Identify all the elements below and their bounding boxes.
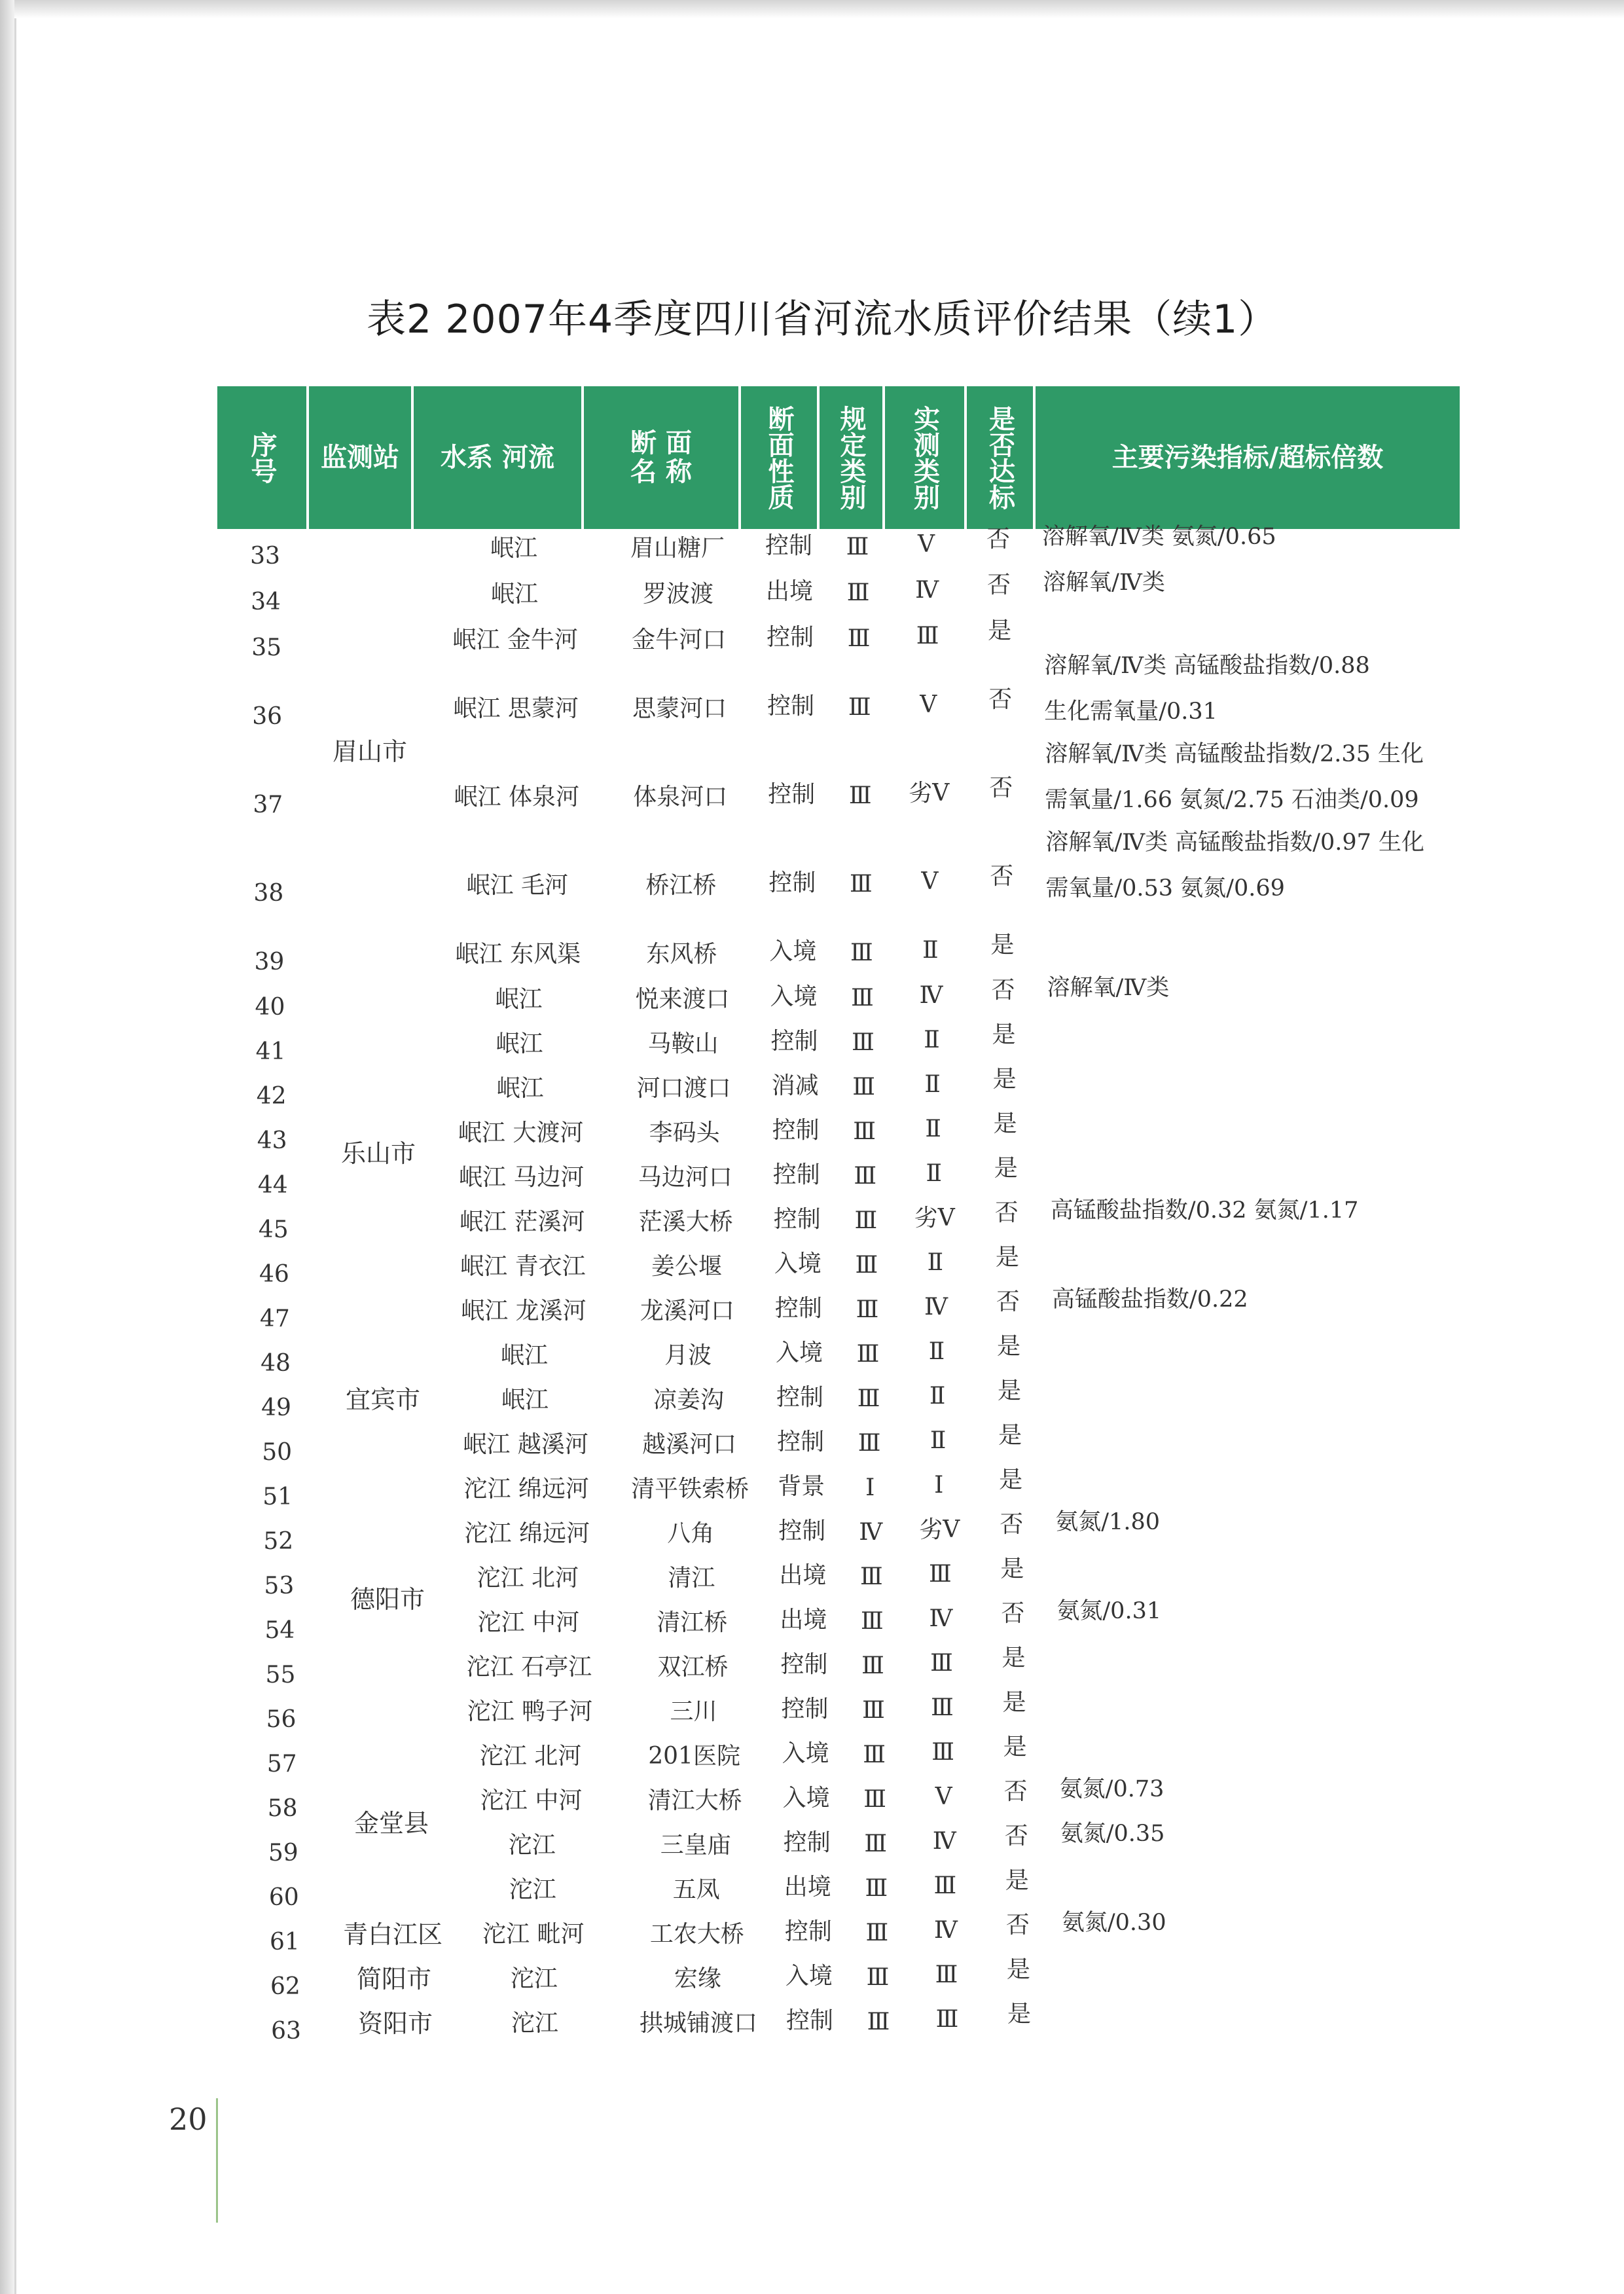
row-compliant: 是 [1005,1867,1029,1894]
row-specified-class: Ⅲ [864,1830,888,1857]
row-section-nature: 控制 [768,869,816,896]
row-section-nature: 控制 [776,1384,824,1411]
row-compliant: 是 [993,1110,1017,1137]
row-seq: 39 [254,949,285,975]
page-number: 20 [169,2102,208,2137]
row-section-nature: 控制 [772,1161,820,1188]
row-pollutant-line: 溶解氧/Ⅳ类 高锰酸盐指数/0.88 [1044,653,1370,679]
row-river: 沱江 [511,2010,559,2037]
row-section-nature: 控制 [781,1696,829,1722]
row-compliant: 是 [988,617,1012,644]
row-specified-class: Ⅲ [859,1563,883,1590]
row-specified-class: Ⅲ [861,1652,884,1679]
row-section-name: 茫溪大桥 [638,1209,733,1235]
row-river: 岷江 [495,986,543,1013]
row-seq: 38 [253,880,284,907]
row-section-name: 凉姜沟 [653,1387,725,1413]
row-specified-class: Ⅲ [865,1920,889,1946]
row-seq: 62 [270,1973,300,2000]
row-river: 沱江 北河 [477,1565,579,1592]
row-measured-class: Ⅱ [924,1071,941,1098]
row-river: 岷江 青衣江 [460,1253,586,1280]
row-section-name: 三皇庙 [660,1832,731,1859]
row-measured-class: Ⅳ [915,577,939,604]
station-name: 宜宾市 [345,1385,421,1414]
row-river: 沱江 绵远河 [464,1520,590,1547]
header-river: 水系 河流 [414,386,584,529]
row-seq: 34 [251,589,281,615]
row-seq: 55 [265,1662,296,1688]
row-measured-class: Ⅳ [924,1294,948,1320]
row-pollutant-line: 高锰酸盐指数/0.32 氨氮/1.17 [1050,1197,1359,1224]
station-name: 青白江区 [342,1920,443,1949]
row-pollutant-line: 高锰酸盐指数/0.22 [1051,1286,1248,1313]
row-pollutant-line: 氨氮/0.35 [1060,1821,1165,1847]
row-river: 岷江 金牛河 [452,627,578,653]
row-section-nature: 控制 [783,1829,831,1856]
row-measured-class: Ⅴ [918,531,935,558]
row-section-nature: 控制 [770,1028,818,1055]
row-pollutant-line: 氨氮/0.31 [1056,1598,1162,1624]
row-seq: 59 [268,1840,298,1866]
row-section-nature: 控制 [768,781,816,808]
row-compliant: 是 [996,1333,1021,1360]
header-seq: 序号 [217,386,309,529]
row-section-name: 马鞍山 [647,1030,719,1057]
row-section-name: 龙溪河口 [640,1298,734,1324]
row-section-nature: 控制 [773,1206,821,1233]
row-seq: 52 [263,1528,294,1555]
row-river: 岷江 [500,1342,549,1369]
row-pollutant-line: 需氧量/0.53 氨氮/0.69 [1045,875,1285,901]
row-measured-class: Ⅱ [927,1249,944,1276]
row-specified-class: Ⅲ [856,1296,879,1323]
row-measured-class: Ⅲ [935,2006,959,2033]
row-seq: 60 [268,1884,299,1911]
row-seq: 54 [264,1617,295,1644]
row-specified-class: Ⅲ [848,694,871,721]
row-specified-class: Ⅲ [866,1964,890,1991]
row-measured-class: 劣Ⅴ [914,1205,955,1231]
row-pollutant-line: 需氧量/1.66 氨氮/2.75 石油类/0.09 [1045,787,1419,813]
row-seq: 36 [252,703,283,730]
row-specified-class: Ⅲ [865,1875,888,1902]
row-section-name: 清江 [668,1565,715,1592]
row-seq: 63 [271,2018,301,2045]
row-compliant: 是 [999,1466,1023,1493]
row-section-nature: 背景 [778,1473,825,1500]
header-pollutants: 主要污染指标/超标倍数 [1111,442,1384,473]
row-measured-class: Ⅱ [929,1427,947,1454]
row-compliant: 是 [1007,2001,1032,2028]
row-section-name: 李码头 [649,1120,720,1146]
header-station: 监测站 [309,386,414,529]
table-title: 表2 2007年4季度四川省河流水质评价结果（续1） [367,297,1278,342]
row-river: 岷江 [491,581,539,608]
row-river: 岷江 [501,1387,549,1413]
row-compliant: 是 [1003,1734,1027,1760]
row-river: 岷江 马边河 [458,1164,585,1191]
row-measured-class: Ⅲ [928,1561,952,1588]
row-river: 沱江 北河 [479,1743,582,1770]
header-section-name: 断 面 名 称 [584,386,741,529]
row-compliant: 否 [994,1199,1019,1226]
row-specified-class: Ⅲ [854,1207,878,1234]
row-compliant: 是 [1002,1689,1026,1716]
row-seq: 50 [262,1439,293,1466]
row-compliant: 否 [1004,1823,1028,1849]
row-specified-class: Ⅲ [852,1074,875,1101]
row-section-name: 201医院 [648,1743,740,1770]
row-specified-class: Ⅲ [856,1341,880,1368]
page-edge-line [14,0,16,2294]
station-name: 简阳市 [356,1965,432,1994]
station-name: 资阳市 [357,2009,433,2038]
row-compliant: 是 [1006,1956,1030,1983]
row-seq: 37 [253,792,283,818]
row-measured-class: Ⅲ [933,1872,957,1899]
row-seq: 57 [266,1751,297,1777]
row-river: 沱江 绵远河 [463,1476,589,1502]
footer-rule [216,2098,218,2223]
row-seq: 42 [256,1083,287,1110]
row-compliant: 是 [998,1422,1022,1449]
row-measured-class: Ⅱ [924,1027,940,1053]
row-specified-class: Ⅲ [847,625,871,652]
page-edge-shadow [0,0,14,2294]
row-river: 岷江 大渡河 [458,1120,584,1146]
row-seq: 46 [259,1261,289,1288]
row-section-name: 工农大桥 [649,1921,744,1948]
row-section-nature: 控制 [785,2007,834,2034]
row-section-nature: 入境 [769,938,817,965]
row-specified-class: Ⅲ [867,2009,890,2035]
row-river: 沱江 [509,1876,556,1903]
row-specified-class: Ⅲ [857,1430,881,1457]
station-name: 乐山市 [340,1139,416,1168]
header-measured-class: 实测类别 [885,386,967,529]
row-river: 沱江 [510,1965,558,1992]
row-section-nature: 入境 [775,1339,823,1366]
row-specified-class: Ⅲ [850,939,873,966]
row-compliant: 否 [990,863,1014,890]
row-section-name: 拱城铺渡口 [639,2010,758,2037]
row-section-name: 清平铁索桥 [631,1476,749,1502]
row-pollutant-line: 溶解氧/Ⅳ类 [1043,570,1165,596]
row-compliant: 是 [1000,1556,1024,1582]
row-measured-class: Ⅲ [916,623,939,649]
row-compliant: 否 [996,1288,1020,1315]
row-seq: 41 [255,1038,286,1065]
row-pollutant-line: 溶解氧/Ⅳ类 [1047,975,1170,1001]
row-river: 沱江 鸭子河 [467,1698,593,1725]
row-pollutant-line: 生化需氧量/0.31 [1044,699,1218,725]
row-seq: 51 [262,1484,293,1510]
row-measured-class: Ⅱ [929,1383,946,1410]
row-section-nature: 控制 [767,693,815,719]
row-compliant: 否 [1001,1600,1025,1627]
row-specified-class: Ⅲ [862,1697,885,1724]
row-measured-class: Ⅳ [919,982,943,1009]
row-measured-class: Ⅲ [931,1694,954,1721]
row-measured-class: Ⅱ [922,937,939,964]
row-specified-class: Ⅳ [859,1519,883,1546]
row-section-nature: 出境 [780,1607,827,1633]
row-section-nature: 控制 [765,532,813,559]
row-section-nature: 控制 [777,1429,825,1455]
row-river: 岷江 [496,1075,544,1102]
row-section-nature: 控制 [784,1918,832,1945]
row-pollutant-line: 氨氮/1.80 [1055,1509,1160,1535]
row-compliant: 否 [991,977,1015,1004]
row-compliant: 否 [988,686,1013,713]
row-specified-class: Ⅲ [857,1385,880,1412]
row-specified-class: Ⅲ [861,1608,884,1635]
row-seq: 33 [250,543,280,570]
row-section-name: 清江大桥 [647,1787,742,1814]
station-name: 德阳市 [350,1585,425,1614]
row-section-nature: 消减 [771,1072,819,1099]
row-measured-class: Ⅱ [925,1116,941,1142]
row-compliant: 是 [995,1244,1019,1271]
table-header [217,386,1460,529]
row-river: 沱江 中河 [477,1609,580,1636]
row-river: 岷江 越溪河 [463,1431,588,1458]
row-seq: 49 [261,1394,291,1421]
row-specified-class: Ⅲ [853,1118,876,1145]
row-compliant: 否 [1000,1511,1024,1538]
row-compliant: 是 [998,1377,1022,1404]
row-seq: 35 [251,634,282,661]
row-river: 沱江 毗河 [482,1921,585,1948]
row-river: 岷江 [490,535,538,562]
row-measured-class: 劣Ⅴ [909,780,950,807]
row-pollutant-line: 氨氮/0.30 [1061,1910,1166,1936]
row-section-name: 清江桥 [657,1609,728,1636]
row-section-nature: 入境 [782,1785,830,1812]
row-section-name: 桥江桥 [645,872,717,899]
row-compliant: 否 [1003,1778,1028,1805]
row-river: 沱江 石亭江 [466,1654,592,1681]
row-section-name: 马边河口 [638,1164,732,1191]
row-measured-class: Ⅳ [933,1917,958,1944]
row-section-nature: 入境 [785,1963,833,1990]
row-specified-class: Ⅲ [852,1029,875,1056]
row-river: 岷江 [496,1030,543,1057]
row-specified-class: Ⅲ [863,1786,887,1813]
row-specified-class: Ⅲ [851,985,874,1011]
row-specified-class: Ⅲ [855,1252,878,1279]
row-river: 沱江 [508,1832,556,1859]
row-compliant: 是 [990,932,1015,958]
row-seq: 47 [260,1305,290,1332]
row-specified-class: Ⅲ [848,782,872,809]
row-river: 岷江 茫溪河 [460,1209,585,1235]
row-compliant: 否 [987,572,1011,598]
row-section-name: 悦来渡口 [635,986,730,1013]
row-section-name: 月波 [664,1342,712,1369]
station-name: 金堂县 [353,1809,429,1838]
row-measured-class: Ⅲ [931,1739,954,1766]
row-river: 岷江 毛河 [466,872,569,899]
row-compliant: 否 [989,774,1013,801]
row-section-nature: 入境 [782,1740,829,1767]
row-river: 岷江 龙溪河 [461,1298,586,1324]
row-river: 沱江 中河 [480,1787,583,1814]
row-specified-class: Ⅲ [854,1163,877,1190]
row-section-name: 三川 [670,1698,717,1725]
row-compliant: 是 [992,1066,1017,1093]
row-compliant: 是 [992,1021,1016,1048]
row-seq: 48 [261,1350,291,1377]
row-measured-class: Ⅰ [934,1472,944,1499]
row-seq: 61 [269,1929,300,1956]
row-seq: 56 [266,1706,297,1733]
row-compliant: 否 [1005,1912,1030,1939]
row-seq: 58 [267,1795,298,1822]
row-section-nature: 控制 [780,1651,828,1678]
header-specified-class: 规定类别 [820,386,885,529]
row-measured-class: Ⅲ [930,1650,953,1677]
row-section-name: 东风桥 [646,941,717,968]
row-section-name: 八角 [667,1520,715,1547]
row-measured-class: Ⅳ [929,1605,953,1632]
row-section-nature: 出境 [766,578,814,605]
row-specified-class: Ⅰ [865,1474,875,1501]
row-section-nature: 入境 [770,983,818,1010]
row-section-name: 姜公堰 [651,1253,722,1280]
row-seq: 53 [264,1573,295,1599]
row-measured-class: 劣Ⅴ [919,1516,960,1543]
row-compliant: 否 [986,526,1011,553]
header-section-nature: 断面性质 [741,386,820,529]
row-river: 岷江 体泉河 [454,784,579,810]
page-top-shadow [14,0,1624,18]
row-measured-class: Ⅲ [935,1961,958,1988]
row-pollutant-line: 溶解氧/Ⅳ类 氨氮/0.65 [1042,524,1276,550]
row-measured-class: Ⅱ [928,1338,945,1365]
row-seq: 45 [258,1216,289,1243]
row-measured-class: Ⅱ [926,1160,942,1187]
row-river: 岷江 东风渠 [455,941,581,968]
row-section-name: 五凤 [672,1876,720,1903]
header-compliant: 是否达标 [967,386,1036,529]
row-section-name: 越溪河口 [642,1431,737,1458]
row-measured-class: Ⅴ [920,691,937,718]
row-section-nature: 控制 [774,1295,822,1322]
row-section-name: 宏缘 [674,1965,721,1992]
row-pollutant-line: 氨氮/0.73 [1059,1776,1164,1802]
row-section-name: 思蒙河口 [632,695,727,722]
row-specified-class: Ⅲ [849,871,873,898]
row-specified-class: Ⅲ [846,579,870,606]
row-seq: 40 [255,994,285,1021]
row-section-name: 眉山糖厂 [630,535,725,562]
row-seq: 43 [257,1127,287,1154]
row-specified-class: Ⅲ [846,534,869,560]
row-section-nature: 出境 [779,1562,827,1589]
row-section-name: 河口渡口 [636,1075,731,1102]
row-section-nature: 控制 [772,1117,820,1144]
row-pollutant-line: 溶解氧/Ⅳ类 高锰酸盐指数/0.97 生化 [1045,829,1425,856]
row-section-name: 金牛河口 [632,627,727,653]
row-section-name: 双江桥 [657,1654,729,1681]
row-measured-class: Ⅳ [932,1828,956,1855]
row-section-name: 体泉河口 [633,784,728,810]
row-compliant: 是 [994,1155,1018,1182]
row-section-nature: 控制 [767,624,814,651]
station-name: 眉山市 [332,737,408,766]
row-section-nature: 出境 [784,1874,831,1901]
row-section-name: 罗波渡 [643,581,714,608]
row-seq: 44 [257,1172,288,1199]
row-river: 岷江 思蒙河 [453,695,579,722]
row-compliant: 是 [1001,1645,1026,1671]
row-measured-class: Ⅴ [935,1783,952,1810]
row-measured-class: Ⅴ [921,868,939,895]
row-pollutant-line: 溶解氧/Ⅳ类 高锰酸盐指数/2.35 生化 [1045,741,1424,767]
row-section-nature: 入境 [774,1250,821,1277]
row-section-nature: 控制 [778,1518,826,1544]
row-specified-class: Ⅲ [863,1741,886,1768]
